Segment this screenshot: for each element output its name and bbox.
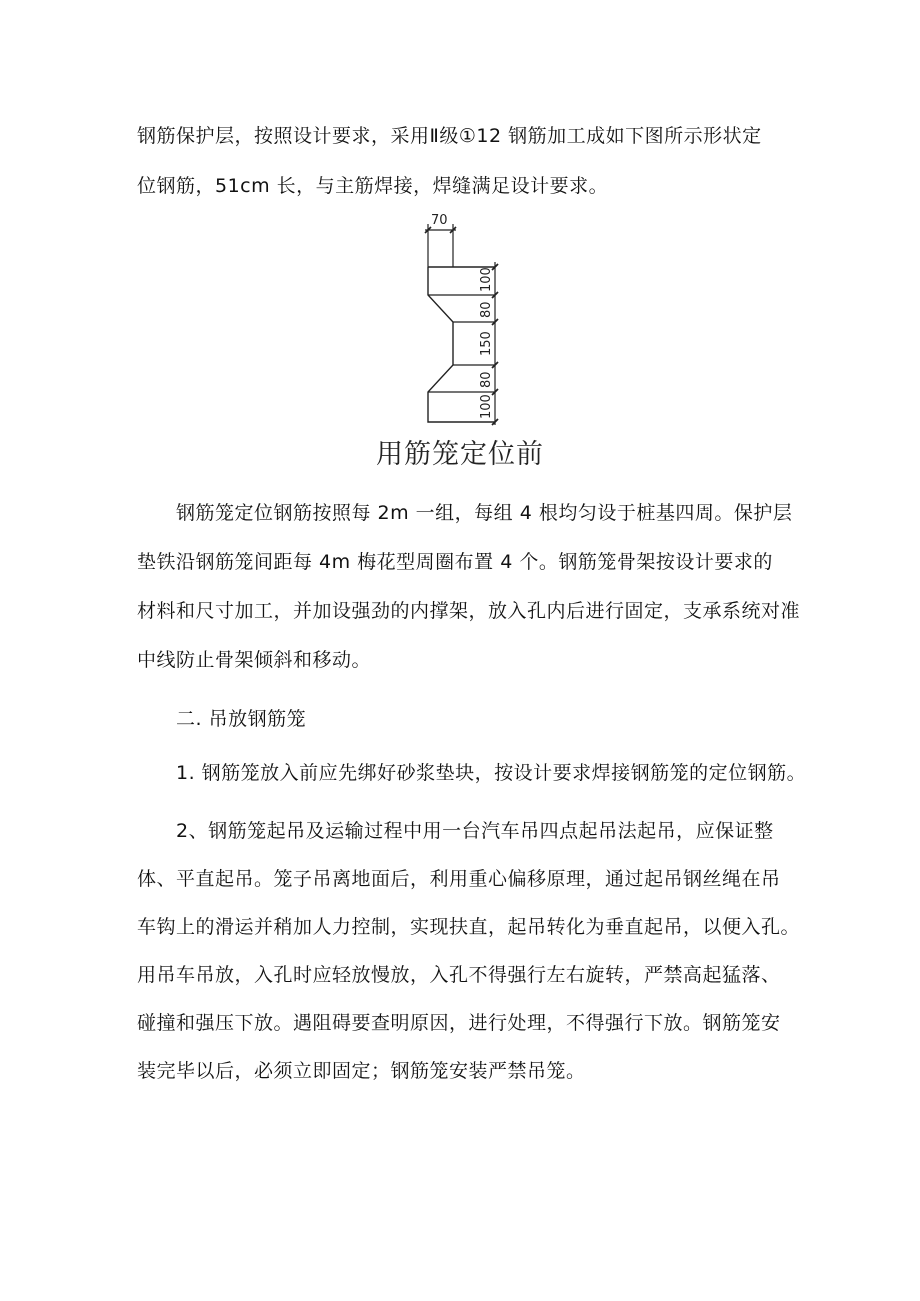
dim-label-seg5: 100 [479, 394, 494, 419]
dim-label-seg2: 80 [479, 301, 494, 318]
section-heading: 二. 吊放钢筋笼 [176, 708, 307, 730]
item-2-line-2: 体、平直起吊。笼子吊离地面后，利用重心偏移原理，通过起吊钢丝绳在吊 [137, 868, 781, 890]
paragraph-2-line-2: 垫铁沿钢筋笼间距每 4m 梅花型周圈布置 4 个。钢筋笼骨架按设计要求的 [137, 551, 773, 573]
item-2-line-5: 碰撞和强压下放。遇阻碍要查明原因，进行处理，不得强行下放。钢筋笼安 [137, 1012, 781, 1034]
paragraph-1-line-2: 位钢筋，51cm 长，与主筋焊接，焊缝满足设计要求。 [137, 175, 609, 197]
item-1: 1. 钢筋笼放入前应先绑好砂浆垫块，按设计要求焊接钢筋笼的定位钢筋。 [176, 762, 807, 784]
item-2-line-1: 2、钢筋笼起吊及运输过程中用一台汽车吊四点起吊法起吊，应保证整 [176, 820, 774, 842]
item-2-line-6: 装完毕以后，必须立即固定；钢筋笼安装严禁吊笼。 [137, 1060, 586, 1082]
dim-label-seg3: 150 [479, 331, 494, 356]
rebar-shape-diagram [415, 210, 505, 430]
item-2-line-4: 用吊车吊放，入孔时应轻放慢放，入孔不得强行左右旋转，严禁高起猛落、 [137, 964, 781, 986]
paragraph-2-line-4: 中线防止骨架倾斜和移动。 [137, 649, 372, 671]
item-2-line-3: 车钩上的滑运并稍加人力控制，实现扶直，起吊转化为垂直起吊，以便入孔。 [137, 916, 801, 938]
dim-label-seg1: 100 [479, 267, 494, 292]
paragraph-2-line-3: 材料和尺寸加工，并加设强劲的内撑架，放入孔内后进行固定，支承系统对准 [137, 600, 801, 622]
dim-label-70: 70 [431, 213, 448, 228]
figure-caption: 用筋笼定位前 [376, 439, 544, 470]
paragraph-2-line-1: 钢筋笼定位钢筋按照每 2m 一组，每组 4 根均匀设于桩基四周。保护层 [176, 502, 793, 524]
dim-label-seg4: 80 [479, 371, 494, 388]
paragraph-1-line-1: 钢筋保护层，按照设计要求，采用Ⅱ级①12 钢筋加工成如下图所示形状定 [137, 125, 762, 147]
